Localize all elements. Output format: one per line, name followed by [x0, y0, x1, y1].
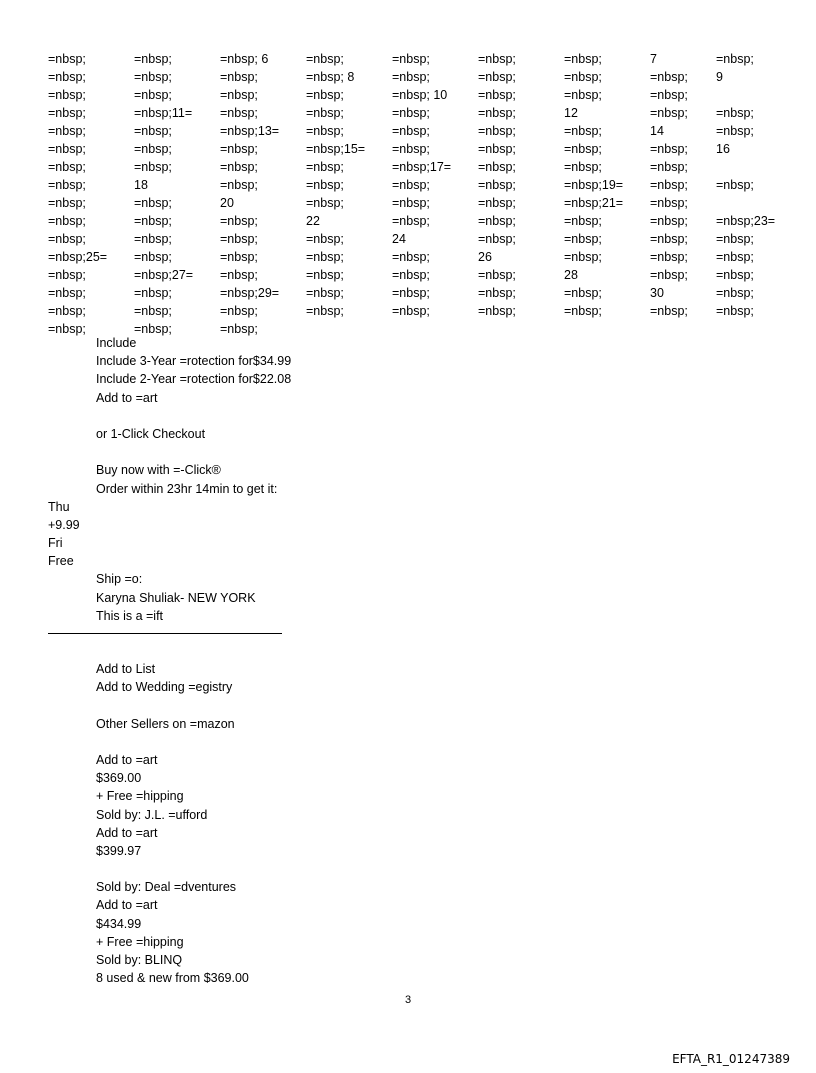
text-line: Ship =o: [96, 572, 143, 587]
calendar-cell: =nbsp; 10 [392, 88, 448, 102]
calendar-cell: =nbsp; [716, 250, 754, 264]
calendar-cell: 24 [392, 232, 406, 246]
spacer [0, 443, 816, 461]
text-line: Free [48, 554, 74, 569]
calendar-cell: =nbsp; [220, 250, 258, 264]
text-line: Thu [48, 499, 70, 514]
calendar-cell: 7 [650, 52, 657, 66]
calendar-cell: =nbsp; [48, 322, 86, 336]
calendar-cell: =nbsp; [48, 88, 86, 102]
calendar-cell: =nbsp;13= [220, 124, 280, 138]
calendar-cell: 30 [650, 286, 664, 300]
calendar-cell: =nbsp; [392, 106, 430, 120]
calendar-cell: =nbsp; [306, 106, 344, 120]
calendar-cell: =nbsp; [220, 106, 258, 120]
calendar-cell: =nbsp; [564, 88, 602, 102]
calendar-cell: =nbsp; [650, 196, 688, 210]
calendar-cell: =nbsp; [392, 304, 430, 318]
calendar-cell: =nbsp; [650, 232, 688, 246]
calendar-cell: =nbsp; [306, 160, 344, 174]
calendar-cell: =nbsp; [564, 160, 602, 174]
calendar-cell: =nbsp; [650, 88, 688, 102]
calendar-row [48, 248, 768, 266]
calendar-cell: =nbsp; [220, 70, 258, 84]
calendar-cell: =nbsp; [134, 70, 172, 84]
calendar-cell: =nbsp; [564, 304, 602, 318]
calendar-cell: =nbsp; [650, 268, 688, 282]
calendar-cell: =nbsp; [392, 196, 430, 210]
text-line: $434.99 [96, 916, 142, 931]
calendar-cell: =nbsp; [48, 232, 86, 246]
calendar-cell: =nbsp; [48, 106, 86, 120]
calendar-cell: 16 [716, 142, 730, 156]
calendar-cell: =nbsp; [564, 286, 602, 300]
calendar-cell: =nbsp; [306, 304, 344, 318]
calendar-cell: =nbsp; [48, 286, 86, 300]
text-line: Fri [48, 536, 63, 551]
calendar-cell: =nbsp; [478, 70, 516, 84]
text-line: Sold by: J.L. =ufford [96, 807, 208, 822]
calendar-cell: =nbsp; [134, 160, 172, 174]
calendar-cell: =nbsp; [306, 124, 344, 138]
text-line: Add to =art [96, 825, 158, 840]
calendar-cell: =nbsp; [650, 160, 688, 174]
calendar-row [48, 284, 768, 302]
calendar-cell: =nbsp; [716, 304, 754, 318]
text-line: Sold by: BLINQ [96, 953, 183, 967]
calendar-cell: =nbsp; [48, 196, 86, 210]
text-line: $369.00 [96, 771, 142, 786]
calendar-row [48, 176, 768, 194]
calendar-cell: =nbsp; [48, 142, 86, 156]
calendar-row [48, 212, 776, 230]
calendar-cell: =nbsp;19= [564, 178, 624, 192]
calendar-cell: =nbsp; 6 [220, 52, 269, 66]
calendar-cell: =nbsp; [650, 178, 688, 192]
calendar-cell: =nbsp; [306, 250, 344, 264]
calendar-cell: =nbsp; [716, 106, 754, 120]
calendar-cell: =nbsp;21= [564, 196, 624, 210]
calendar-cell: =nbsp; [48, 160, 86, 174]
calendar-cell: 20 [220, 196, 234, 210]
calendar-cell: =nbsp; [478, 304, 516, 318]
calendar-cell: =nbsp; [478, 286, 516, 300]
spacer [0, 733, 816, 751]
calendar-cell: =nbsp; [716, 124, 754, 138]
calendar-row [48, 302, 768, 320]
calendar-cell: =nbsp;17= [392, 160, 452, 174]
calendar-row [48, 194, 768, 212]
text-line: This is a =ift [96, 608, 164, 623]
calendar-row [48, 86, 768, 104]
calendar-cell: =nbsp; [134, 124, 172, 138]
calendar-cell: 14 [650, 124, 664, 138]
calendar-cell: =nbsp; [134, 214, 172, 228]
calendar-cell: =nbsp; [392, 52, 430, 66]
text-line: + Free =hipping [96, 934, 184, 949]
calendar-cell: =nbsp; [306, 286, 344, 300]
calendar-cell: =nbsp; [564, 250, 602, 264]
calendar-cell: =nbsp; [392, 214, 430, 228]
calendar-cell: =nbsp; [220, 232, 258, 246]
text-line: Add to List [96, 662, 156, 676]
calendar-cell: =nbsp; [478, 178, 516, 192]
calendar-cell: 12 [564, 106, 578, 120]
calendar-row [48, 230, 768, 248]
calendar-cell: =nbsp; [220, 322, 258, 336]
text-line: Karyna Shuliak- NEW YORK [96, 590, 256, 605]
calendar-cell: =nbsp; [392, 250, 430, 264]
calendar-cell: =nbsp; [478, 52, 516, 66]
text-line: 8 used & new from $369.00 [96, 971, 249, 986]
calendar-cell: =nbsp; [650, 106, 688, 120]
calendar-cell: =nbsp; [650, 250, 688, 264]
calendar-cell: =nbsp; [650, 70, 688, 84]
calendar-cell: =nbsp; [306, 178, 344, 192]
text-line: Include 3-Year =rotection for$34.99 [96, 354, 292, 369]
calendar-cell: =nbsp;11= [134, 106, 193, 120]
calendar-cell: =nbsp; [392, 70, 430, 84]
text-line: Add to =art [96, 898, 158, 913]
calendar-cell: =nbsp; [48, 70, 86, 84]
text-line: Other Sellers on =mazon [96, 716, 235, 731]
calendar-cell: =nbsp; [564, 214, 602, 228]
calendar-cell: =nbsp;25= [48, 250, 108, 264]
calendar-cell: =nbsp; [134, 286, 172, 300]
calendar-cell: =nbsp; [48, 124, 86, 138]
text-line: Add to Wedding =egistry [96, 680, 233, 695]
calendar-cell: =nbsp; [564, 52, 602, 66]
calendar-cell: =nbsp; [650, 304, 688, 318]
calendar-cell: =nbsp; [478, 124, 516, 138]
calendar-cell: =nbsp; [478, 196, 516, 210]
calendar-cell: =nbsp; [220, 214, 258, 228]
calendar-cell: =nbsp; [306, 196, 344, 210]
calendar-cell: =nbsp; [564, 70, 602, 84]
calendar-cell: =nbsp; [134, 232, 172, 246]
calendar-cell: =nbsp; [48, 52, 86, 66]
calendar-cell: =nbsp; [478, 88, 516, 102]
calendar-cell: =nbsp; [134, 52, 172, 66]
calendar-cell: =nbsp; [392, 268, 430, 282]
calendar-row [48, 122, 768, 140]
text-line: or 1-Click Checkout [96, 426, 206, 441]
text-line: +9.99 [48, 517, 80, 532]
calendar-cell: =nbsp; [564, 124, 602, 138]
text-line: Buy now with =-Click® [96, 463, 221, 478]
calendar-cell: =nbsp; [478, 160, 516, 174]
calendar-cell: =nbsp; [478, 232, 516, 246]
calendar-row [48, 266, 768, 284]
calendar-cell: =nbsp; [716, 52, 754, 66]
calendar-cell: =nbsp; [564, 142, 602, 156]
calendar-cell: =nbsp; [220, 142, 258, 156]
calendar-cell: =nbsp; [48, 304, 86, 318]
calendar-cell: 22 [306, 214, 320, 228]
calendar-cell: 18 [134, 178, 148, 192]
calendar-cell: =nbsp; [716, 286, 754, 300]
calendar-cell: =nbsp; [134, 304, 172, 318]
calendar-cell: =nbsp; [306, 88, 344, 102]
calendar-cell: =nbsp; [306, 232, 344, 246]
calendar-cell: =nbsp;29= [220, 286, 280, 300]
text-line: $399.97 [96, 843, 142, 858]
calendar-cell: =nbsp; [478, 214, 516, 228]
calendar-row [48, 68, 768, 86]
document-body [0, 334, 816, 987]
text-line: Order within 23hr 14min to get it: [96, 481, 278, 496]
calendar-cell: =nbsp; [134, 250, 172, 264]
calendar-cell: =nbsp; [134, 322, 172, 336]
calendar-cell: =nbsp; [392, 286, 430, 300]
calendar-cell: =nbsp; [306, 268, 344, 282]
calendar-cell: 26 [478, 250, 492, 264]
calendar-cell: =nbsp; [220, 160, 258, 174]
divider [48, 633, 282, 634]
calendar-cell: =nbsp; [220, 88, 258, 102]
text-line: Sold by: Deal =dventures [96, 880, 237, 895]
calendar-grid [48, 50, 776, 338]
text-line: Add to =art [96, 752, 158, 767]
spacer [0, 407, 816, 425]
calendar-cell: =nbsp; [650, 214, 688, 228]
spacer [0, 860, 816, 878]
calendar-cell: =nbsp; [716, 232, 754, 246]
calendar-cell: 28 [564, 268, 578, 282]
calendar-cell: =nbsp; [650, 142, 688, 156]
calendar-cell: =nbsp; [478, 268, 516, 282]
calendar-cell: =nbsp;15= [306, 142, 366, 156]
calendar-cell: =nbsp; [134, 142, 172, 156]
calendar-cell: =nbsp; [392, 124, 430, 138]
calendar-cell: =nbsp; [220, 304, 258, 318]
calendar-cell: =nbsp; [478, 142, 516, 156]
calendar-cell: =nbsp; [564, 232, 602, 246]
calendar-cell: =nbsp; [134, 88, 172, 102]
calendar-cell: =nbsp; [392, 142, 430, 156]
calendar-cell: =nbsp;23= [716, 214, 776, 228]
footer-id: EFTA_R1_01247389 [672, 1052, 790, 1066]
calendar-row [48, 104, 768, 122]
calendar-cell: =nbsp; [392, 178, 430, 192]
calendar-cell: =nbsp; [306, 52, 344, 66]
calendar-cell: 9 [716, 70, 723, 84]
spacer [0, 696, 816, 714]
page-number: 3 [404, 994, 412, 1006]
text-line: + Free =hipping [96, 789, 184, 804]
calendar-cell: =nbsp; [134, 196, 172, 210]
calendar-cell: =nbsp; [48, 178, 86, 192]
calendar-row [48, 158, 768, 176]
calendar-cell: =nbsp; [220, 178, 258, 192]
calendar-cell: =nbsp; [220, 268, 258, 282]
calendar-cell: =nbsp; [48, 268, 86, 282]
calendar-cell: =nbsp; [478, 106, 516, 120]
calendar-row [48, 50, 768, 68]
text-line: Add to =art [96, 390, 158, 405]
calendar-cell: =nbsp; [716, 268, 754, 282]
calendar-row [48, 140, 768, 158]
text-line: Include 2-Year =rotection for$22.08 [96, 372, 292, 387]
calendar-cell: =nbsp; 8 [306, 70, 355, 84]
calendar-cell: =nbsp;27= [134, 268, 194, 282]
calendar-cell: =nbsp; [48, 214, 86, 228]
calendar-cell: =nbsp; [716, 178, 754, 192]
text-line: Include [96, 336, 137, 350]
